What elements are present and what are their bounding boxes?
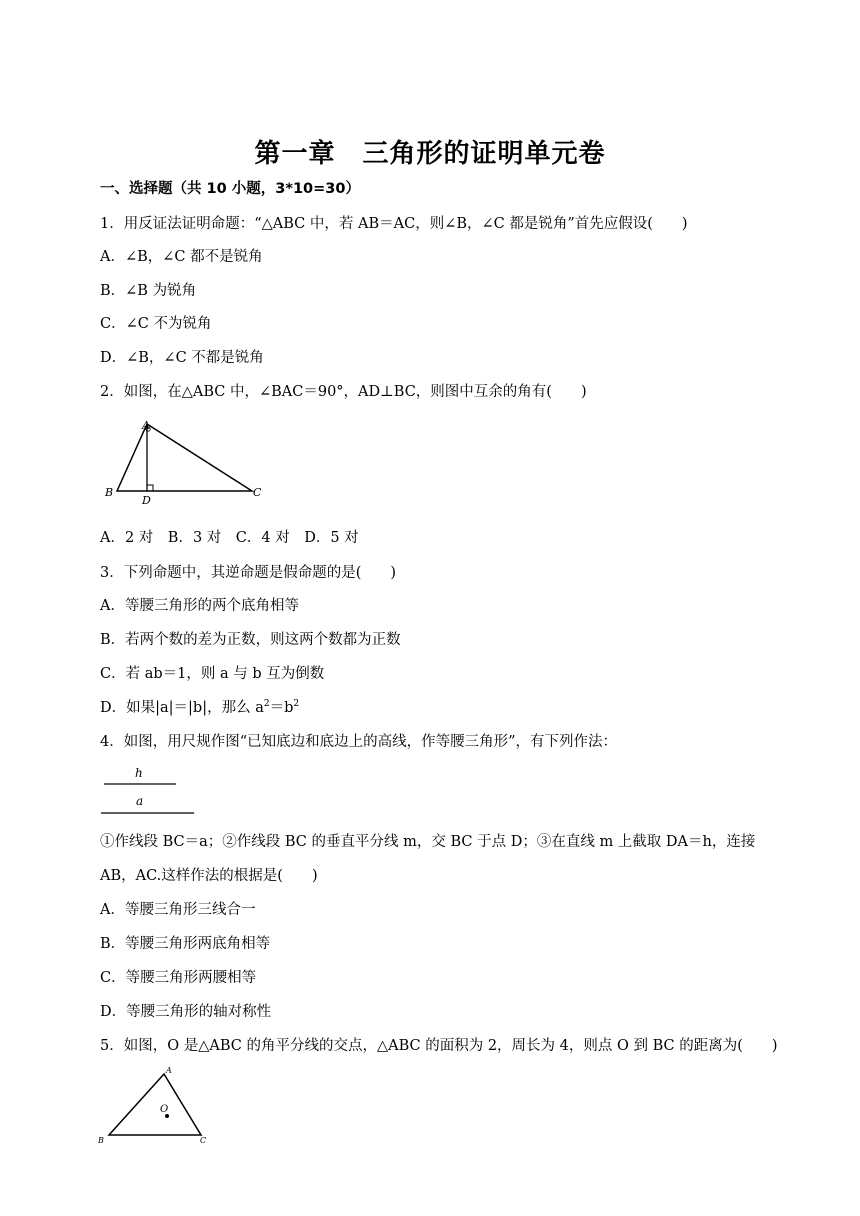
q2-options: A．2 对 B．3 对 C．4 对 D．5 对 xyxy=(100,530,359,546)
q4-option-b: B．等腰三角形两底角相等 xyxy=(100,936,271,952)
q5-triangle-figure xyxy=(96,1064,216,1148)
q5-label-o: O xyxy=(160,1104,169,1115)
q4-label-h: h xyxy=(135,766,143,780)
q5-label-a: A xyxy=(166,1066,172,1075)
q4-option-c: C．等腰三角形两腰相等 xyxy=(100,970,257,986)
q4-option-a: A．等腰三角形三线合一 xyxy=(100,902,256,918)
q4-segments-figure xyxy=(100,763,200,819)
q1-option-b: B．∠B 为锐角 xyxy=(100,283,197,299)
q5-label-c: C xyxy=(200,1136,207,1145)
q1-option-a: A．∠B，∠C 都不是锐角 xyxy=(100,249,263,265)
q1-stem: 1．用反证法证明命题：“△ABC 中，若 AB＝AC，则∠B，∠C 都是锐角”首先应假设( ) xyxy=(100,216,688,232)
q2-label-d: D xyxy=(142,494,151,507)
q4-stem: 4．如图，用尺规作图“已知底边和底边上的高线，作等腰三角形”，有下列作法： xyxy=(100,734,618,750)
page-title: 第一章 三角形的证明单元卷 xyxy=(254,139,606,169)
q4-text-line2: AB，AC.这样作法的根据是( ) xyxy=(100,868,318,884)
q1-option-d: D．∠B，∠C 不都是锐角 xyxy=(100,350,264,366)
q2-label-c: C xyxy=(253,486,262,499)
q3-stem: 3．下列命题中，其逆命题是假命题的是( ) xyxy=(100,565,397,581)
q4-label-a: a xyxy=(136,794,144,808)
q3-option-d xyxy=(100,698,299,718)
q3-option-c: C．若 ab＝1，则 a 与 b 互为倒数 xyxy=(100,666,325,682)
q2-triangle-figure xyxy=(100,415,270,507)
q5-label-b: B xyxy=(98,1136,104,1145)
q1-option-c: C．∠C 不为锐角 xyxy=(100,316,212,332)
q4-option-d: D．等腰三角形的轴对称性 xyxy=(100,1004,272,1020)
q2-label-a: A xyxy=(142,419,150,432)
q3-option-d-exp1: 2 xyxy=(263,699,270,709)
q3-option-d-text2: ＝b xyxy=(269,700,294,716)
section-heading: 一、选择题（共 10 小题，3*10=30） xyxy=(100,181,360,197)
q3-option-d-exp2: 2 xyxy=(293,699,300,709)
q3-option-a: A．等腰三角形的两个底角相等 xyxy=(100,598,299,614)
q4-text-line1: ①作线段 BC＝a；②作线段 BC 的垂直平分线 m，交 BC 于点 D；③在直线 m 上截取 DA＝h，连接 xyxy=(100,834,756,850)
q3-option-b: B．若两个数的差为正数，则这两个数都为正数 xyxy=(100,632,401,648)
q3-option-d-text: D．如果|a|＝|b|，那么 a xyxy=(100,700,264,716)
q2-label-b: B xyxy=(105,486,114,499)
q2-stem: 2．如图，在△ABC 中，∠BAC＝90°，AD⊥BC，则图中互余的角有( ) xyxy=(100,384,587,400)
q5-stem: 5．如图，O 是△ABC 的角平分线的交点，△ABC 的面积为 2，周长为 4，则点 O 到 BC 的距离为( ) xyxy=(100,1038,778,1054)
